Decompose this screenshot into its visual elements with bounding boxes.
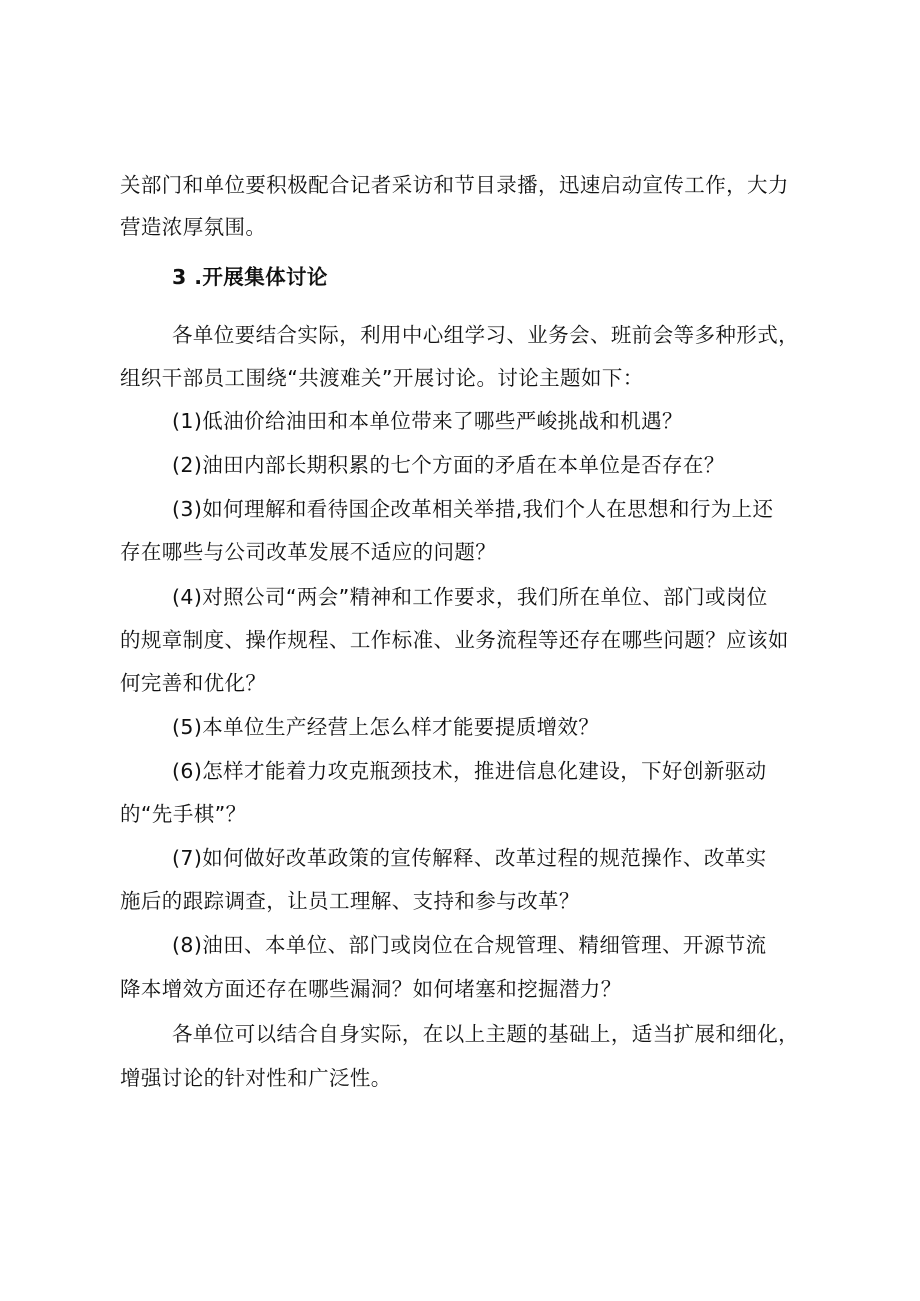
section-heading: 3 .开展集体讨论 [172, 265, 328, 289]
paragraph-line: 各单位可以结合自身实际，在以上主题的基础上，适当扩展和细化， [172, 1022, 799, 1046]
discussion-topic-8: (8)油田、本单位、部门或岗位在合规管理、精细管理、开源节流 [172, 933, 767, 957]
discussion-topic-7-cont: 施后的跟踪调查，让员工理解、支持和参与改革？ [120, 889, 580, 913]
discussion-topic-5: (5)本单位生产经营上怎么样才能要提质增效？ [172, 715, 600, 739]
discussion-topic-4-cont: 何完善和优化？ [120, 671, 267, 695]
discussion-topic-1: (1)低油价给油田和本单位带来了哪些严峻挑战和机遇？ [172, 409, 683, 433]
paragraph-line: 各单位要结合实际，利用中心组学习、业务会、班前会等多种形式， [172, 323, 799, 347]
discussion-topic-8-cont: 降本增效方面还存在哪些漏洞？如何堵塞和挖掘潜力？ [120, 977, 622, 1001]
discussion-topic-4-cont: 的规章制度、操作规程、工作标准、业务流程等还存在哪些问题？应该如 [120, 628, 789, 652]
discussion-topic-3-cont: 存在哪些与公司改革发展不适应的问题？ [120, 540, 497, 564]
discussion-topic-2: (2)油田内部长期积累的七个方面的矛盾在本单位是否存在？ [172, 453, 725, 477]
discussion-topic-6: (6)怎样才能着力攻克瓶颈技术，推进信息化建设，下好创新驱动 [172, 759, 767, 783]
discussion-topic-7: (7)如何做好改革政策的宣传解释、改革过程的规范操作、改革实 [172, 846, 767, 870]
paragraph-line: 组织干部员工围绕“共渡难关”开展讨论。讨论主题如下： [120, 366, 644, 390]
paragraph-line: 关部门和单位要积极配合记者采访和节目录播，迅速启动宣传工作，大力 [120, 173, 789, 197]
discussion-topic-3: (3)如何理解和看待国企改革相关举措,我们个人在思想和行为上还 [172, 497, 774, 521]
discussion-topic-6-cont: 的“先手棋”？ [120, 802, 247, 826]
discussion-topic-4: (4)对照公司“两会”精神和工作要求，我们所在单位、部门或岗位 [172, 585, 768, 609]
paragraph-line: 营造浓厚氛围。 [120, 215, 267, 239]
paragraph-line: 增强讨论的针对性和广泛性。 [120, 1066, 392, 1090]
